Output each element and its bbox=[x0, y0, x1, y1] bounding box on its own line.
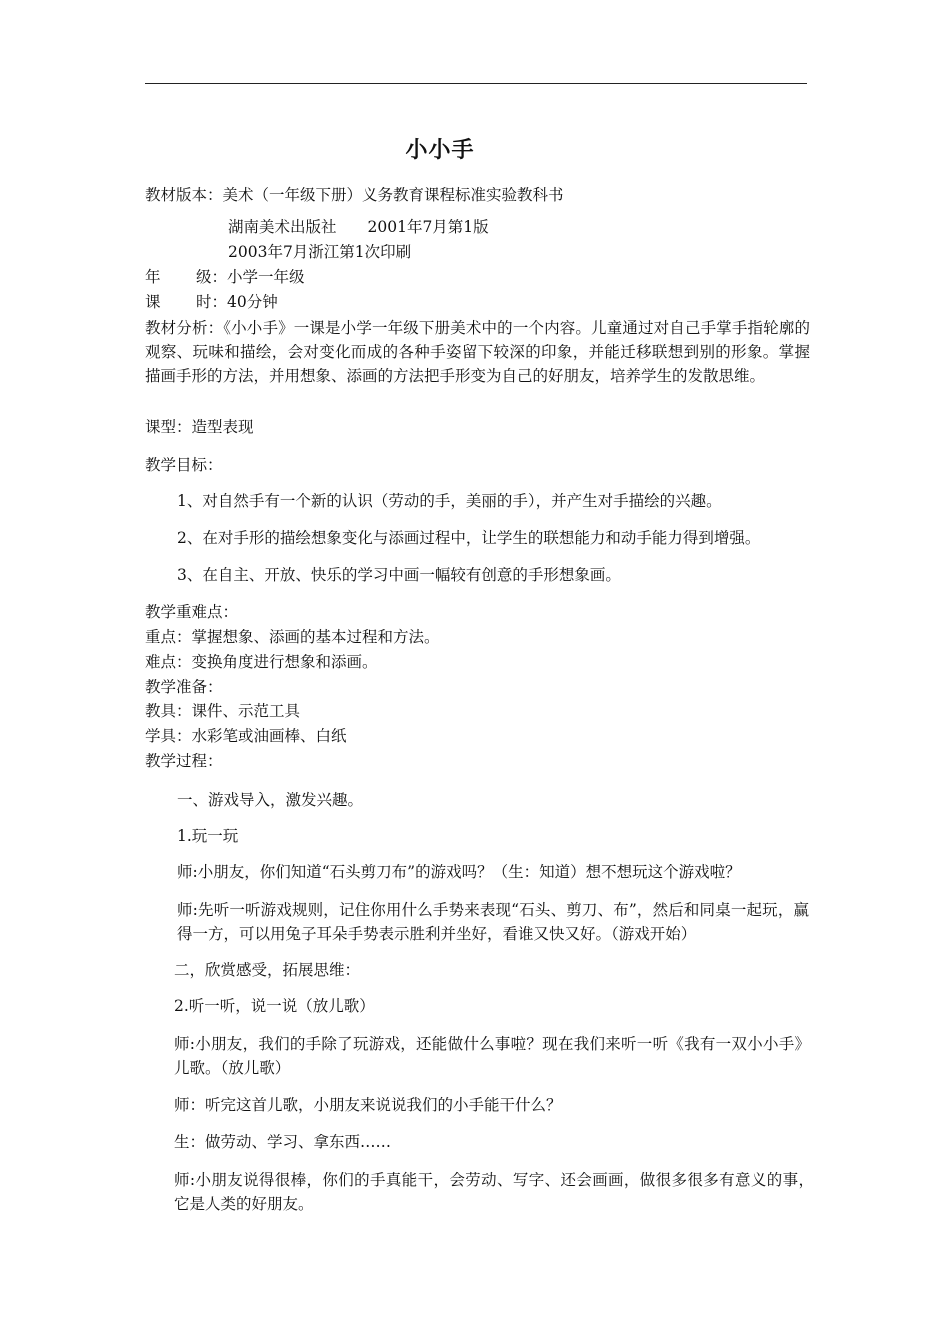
dialogue-6: 师:小朋友说得很棒，你们的手真能干，会劳动、写字、还会画画，做很多很多有意义的事，它是人类的好朋友。 bbox=[174, 1171, 814, 1213]
analysis-text: 《小小手》一课是小学一年级下册美术中的一个内容。儿童通过对自己手掌手指轮廓的观察、玩味和描绘，会对变化而成的各种手姿留下较深的印象，并能迁移联想到别的形象。掌握描画手形的方法，并用想象、添画的方法把手形变为自己的好朋友，培养学生的发散思维。 bbox=[145, 319, 810, 385]
hours-value: 40分钟 bbox=[227, 293, 278, 311]
objectives-heading: 教学目标： bbox=[145, 456, 223, 474]
grade-label-b: 级： bbox=[196, 268, 228, 286]
section-1-sub: 1.玩一玩 bbox=[177, 827, 239, 845]
section-2-heading: 二，欣赏感受，拓展思维： bbox=[174, 961, 361, 979]
prep-teacher: 教具：课件、示范工具 bbox=[145, 702, 301, 720]
publisher-line: 湖南美术出版社 2001年7月第1版 bbox=[228, 218, 489, 236]
dialogue-4: 师：听完这首儿歌，小朋友来说说我们的小手能干什么？ bbox=[174, 1096, 562, 1114]
printing-line: 2003年7月浙江第1次印刷 bbox=[228, 243, 412, 261]
grade-value: 小学一年级 bbox=[227, 268, 305, 286]
focus-heading: 教学重难点： bbox=[145, 603, 239, 621]
objective-item-1: 1、对自然手有一个新的认识（劳动的手，美丽的手），并产生对手描绘的兴趣。 bbox=[177, 492, 722, 510]
analysis-label: 教材分析： bbox=[145, 319, 224, 337]
type-label: 课型： bbox=[145, 418, 192, 436]
prep-heading: 教学准备： bbox=[145, 678, 223, 696]
objective-item-2: 2、在对手形的描绘想象变化与添画过程中，让学生的联想能力和动手能力得到增强。 bbox=[177, 529, 761, 547]
prep-student: 学具：水彩笔或油画棒、白纸 bbox=[145, 727, 347, 745]
edition-line bbox=[145, 184, 564, 206]
process-heading: 教学过程： bbox=[145, 752, 223, 770]
dialogue-3: 师:小朋友，我们的手除了玩游戏，还能做什么事啦？现在我们来听一听《我有一双小小手》儿歌。（放儿歌） bbox=[174, 1035, 810, 1077]
hours-label-a: 课 bbox=[145, 293, 161, 311]
analysis-paragraph bbox=[145, 316, 810, 388]
hours-label-b: 时： bbox=[196, 293, 228, 311]
grade-label-a: 年 bbox=[145, 268, 161, 286]
section-1-heading: 一、游戏导入，激发兴趣。 bbox=[177, 791, 364, 809]
header-rule bbox=[145, 83, 807, 84]
objective-item-3: 3、在自主、开放、快乐的学习中画一幅较有创意的手形想象画。 bbox=[177, 566, 621, 584]
type-value: 造型表现 bbox=[191, 418, 254, 436]
document-title: 小小手 bbox=[405, 138, 475, 163]
dialogue-2: 师:先听一听游戏规则，记住你用什么手势来表现“石头、剪刀、布”，然后和同桌一起玩，赢得一方，可以用兔子耳朵手势表示胜利并坐好，看谁又快又好。（游戏开始） bbox=[177, 901, 809, 943]
type-line bbox=[145, 416, 254, 438]
edition-value: 美术（一年级下册）义务教育课程标准实验教科书 bbox=[222, 186, 564, 204]
dialogue-1: 师:小朋友，你们知道“石头剪刀布”的游戏吗？（生：知道）想不想玩这个游戏啦？ bbox=[177, 863, 741, 881]
dialogue-5: 生：做劳动、学习、拿东西…… bbox=[174, 1133, 392, 1151]
hours-line bbox=[145, 291, 278, 313]
focus-difficulty: 难点：变换角度进行想象和添画。 bbox=[145, 653, 378, 671]
edition-label: 教材版本： bbox=[145, 186, 223, 204]
grade-line bbox=[145, 266, 305, 288]
section-2-sub: 2.听一听，说一说（放儿歌） bbox=[174, 997, 375, 1015]
focus-key: 重点：掌握想象、添画的基本过程和方法。 bbox=[145, 628, 440, 646]
